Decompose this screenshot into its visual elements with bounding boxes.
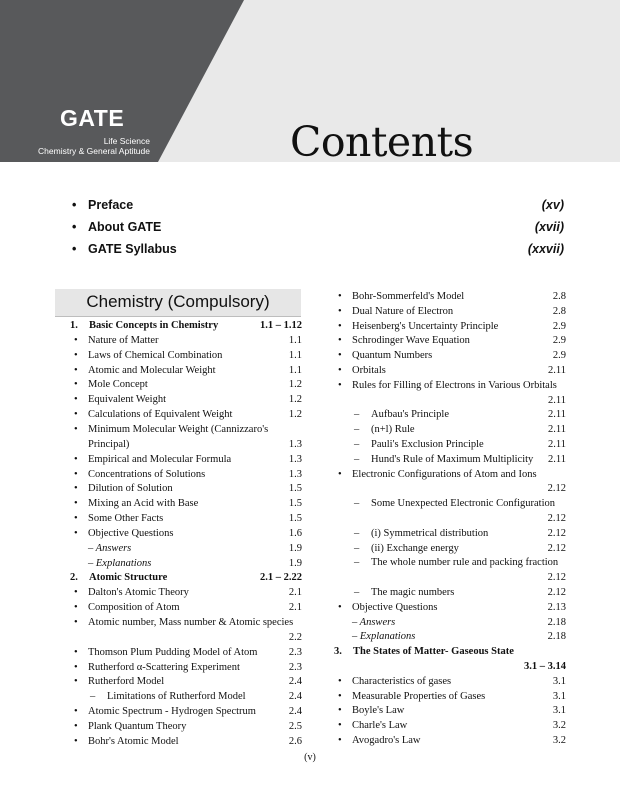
toc-entry[interactable] [70, 706, 302, 720]
toc-entry[interactable] [70, 543, 302, 557]
toc-entry[interactable] [70, 350, 302, 364]
toc-entry[interactable] [334, 350, 566, 364]
toc-entry-label: Mole Concept [88, 379, 148, 391]
toc-entry[interactable] [334, 691, 566, 705]
toc-entry-label: – Explanations [352, 631, 416, 643]
bullet-icon: • [74, 498, 78, 510]
bullet-icon: • [74, 334, 78, 346]
toc-entry-label: Calculations of Equivalent Weight [88, 409, 233, 421]
brand-subtitle-line1: Life Science [103, 136, 150, 146]
chapter-number: 2. [70, 572, 78, 584]
toc-entry-label: (ii) Exchange energy [371, 542, 459, 554]
bullet-icon: • [338, 305, 342, 317]
bullet-icon: • [74, 527, 78, 539]
toc-entry[interactable] [70, 587, 302, 601]
toc-entry[interactable] [334, 735, 566, 749]
toc-entry[interactable] [70, 736, 302, 750]
toc-entry-label: Empirical and Molecular Formula [88, 453, 232, 465]
chapter-title: Atomic Structure [89, 572, 168, 584]
toc-entry[interactable] [334, 513, 566, 527]
toc-entry[interactable] [334, 528, 566, 542]
toc-entry[interactable] [70, 365, 302, 379]
toc-page-number: 2.18 [547, 616, 566, 628]
toc-page-number: 1.9 [288, 557, 302, 569]
page-title: Contents [290, 118, 474, 166]
toc-entry-label: Thomson Plum Pudding Model of Atom [88, 646, 258, 658]
toc-entry[interactable] [70, 617, 302, 631]
bullet-icon: • [74, 364, 78, 376]
bullet-icon: • [338, 675, 342, 687]
toc-page-number: 2.12 [547, 572, 566, 584]
toc-entry[interactable] [334, 365, 566, 379]
toc-page-number: 2.9 [552, 320, 566, 332]
toc-entry-label: Avogadro's Law [352, 735, 421, 746]
toc-entry-label: The magic numbers [371, 587, 455, 598]
toc-page-number: 3.1 [552, 705, 566, 717]
toc-entry[interactable] [70, 439, 302, 453]
toc-entry-label: Rules for Filling of Electrons in Various Orbitals [352, 379, 557, 391]
toc-entry[interactable] [70, 691, 302, 705]
toc-entry-label: Equivalent Weight [88, 394, 166, 406]
toc-page-number: 2.12 [547, 542, 566, 554]
toc-entry[interactable] [334, 439, 566, 453]
toc-entry-label: Electronic Configurations of Atom and Ions [352, 468, 537, 480]
toc-entry-label: Charle's Law [352, 720, 408, 732]
toc-entry-label: The whole number rule and packing fraction [371, 557, 559, 569]
chapter-title: Basic Concepts in Chemistry [89, 320, 219, 331]
chapter-number: 1. [70, 320, 78, 331]
toc-page-number: 2.8 [552, 305, 566, 317]
toc-page-number: 2.4 [288, 706, 302, 718]
toc-entry-label: Mixing an Acid with Base [88, 498, 199, 510]
toc-entry[interactable] [334, 409, 566, 423]
toc-entry[interactable] [334, 631, 566, 645]
toc-page-number: 2.1 [288, 587, 302, 599]
toc-page-number: 1.3 [288, 468, 302, 480]
bullet-icon: • [74, 379, 78, 391]
dash-icon: – [90, 691, 96, 703]
toc-page-number: 3.2 [552, 720, 566, 732]
front-matter-page: (xxvii) [527, 242, 564, 256]
toc-page-number: 2.11 [548, 365, 566, 376]
toc-entry[interactable] [334, 587, 566, 601]
toc-entry[interactable] [70, 498, 302, 512]
toc-page-number: 2.12 [547, 527, 566, 539]
toc-entry[interactable] [70, 320, 302, 334]
bullet-icon: • [338, 365, 342, 376]
toc-entry[interactable] [334, 705, 566, 719]
toc-entry-label: Atomic Spectrum - Hydrogen Spectrum [88, 706, 256, 718]
toc-entry-label: Hund's Rule of Maximum Multiplicity [371, 453, 534, 465]
toc-entry[interactable] [70, 632, 302, 646]
toc-page-number: 2.11 [548, 409, 566, 421]
toc-page-number: 3.1 [552, 690, 566, 702]
bullet-icon: • [338, 291, 342, 302]
dash-icon: – [354, 542, 360, 554]
bullet-icon: • [72, 220, 77, 234]
toc-entry[interactable] [70, 572, 302, 586]
toc-page-number: 1.3 [288, 438, 302, 450]
toc-page-number: 2.5 [288, 720, 302, 732]
dash-icon: – [354, 439, 360, 450]
front-matter-page: (xv) [541, 198, 564, 212]
toc-entry[interactable] [334, 557, 566, 571]
toc-entry[interactable] [334, 321, 566, 335]
toc-entry-label: Composition of Atom [88, 602, 180, 614]
toc-entry-label: Aufbau's Principle [371, 409, 450, 421]
page-number: (v) [304, 752, 316, 763]
bullet-icon: • [74, 453, 78, 465]
bullet-icon: • [74, 587, 78, 599]
toc-page-number: 2.11 [548, 424, 566, 436]
toc-entry-label: Principal) [88, 438, 130, 450]
toc-entry-label: Dalton's Atomic Theory [88, 587, 189, 599]
toc-entry-label: Heisenberg's Uncertainty Principle [352, 320, 499, 332]
bullet-icon: • [74, 423, 78, 435]
toc-page-number: 1.1 [288, 364, 302, 376]
toc-page-number: 2.9 [552, 335, 566, 347]
gate-logo-text: GATE [60, 105, 125, 131]
toc-page-number: 1.5 [288, 513, 302, 525]
toc-page-number: 2.12 [547, 587, 566, 598]
chapter-number: 3. [334, 646, 342, 658]
front-matter-label: Preface [88, 198, 134, 212]
toc-entry-label: Some Unexpected Electronic Configuration [371, 498, 555, 510]
toc-entry-label: Rutherford α-Scattering Experiment [88, 661, 240, 673]
toc-page-number: 2.12 [547, 483, 566, 495]
bullet-icon: • [338, 320, 342, 332]
bullet-icon: • [338, 468, 342, 480]
bullet-icon: • [74, 617, 78, 628]
toc-page-number: 2.6 [288, 735, 302, 747]
bullet-icon: • [338, 335, 342, 347]
bullet-icon: • [74, 602, 78, 614]
bullet-icon: • [338, 379, 342, 391]
front-matter-label: GATE Syllabus [88, 242, 177, 256]
bullet-icon: • [338, 705, 342, 717]
front-matter-label: About GATE [88, 220, 162, 234]
bullet-icon: • [338, 350, 342, 362]
toc-entry-label: – Explanations [88, 557, 152, 569]
toc-page-number: 2.13 [547, 601, 566, 613]
toc-entry[interactable] [334, 617, 566, 631]
toc-page-number: 2.11 [548, 394, 566, 406]
toc-entry[interactable] [334, 424, 566, 438]
toc-page-number: 2.1 [288, 602, 302, 614]
toc-entry-label: Minimum Molecular Weight (Cannizzaro's [88, 423, 269, 435]
bullet-icon: • [74, 646, 78, 658]
dash-icon: – [354, 587, 360, 598]
toc-entry[interactable] [70, 469, 302, 483]
dash-icon: – [354, 409, 360, 421]
toc-page-number: 3.1 [552, 675, 566, 687]
dash-icon: – [354, 557, 360, 569]
toc-page-number: 3.2 [552, 735, 566, 746]
toc-page-number: 2.11 [548, 439, 566, 450]
toc-page-number: 1.3 [288, 453, 302, 465]
toc-page-number: 2.8 [552, 291, 566, 302]
toc-page-number: 2.12 [547, 513, 566, 524]
toc-page-number: 2.11 [548, 453, 566, 465]
dash-icon: – [354, 527, 360, 539]
brand-subtitle-line2: Chemistry & General Aptitude [38, 146, 150, 156]
toc-entry-label: (i) Symmetrical distribution [371, 527, 489, 539]
toc-entry-label: (n+l) Rule [371, 424, 415, 436]
bullet-icon: • [74, 394, 78, 406]
toc-page-number: 1.6 [288, 527, 302, 539]
toc-entry-label: Laws of Chemical Combination [88, 349, 223, 361]
toc-entry[interactable] [70, 528, 302, 542]
toc-entry-label: Concentrations of Solutions [88, 468, 206, 480]
toc-entry-label: Objective Questions [352, 601, 438, 613]
toc-entry[interactable] [70, 394, 302, 408]
toc-entry-label: Rutherford Model [88, 676, 165, 688]
toc-page-number: 2.9 [552, 350, 566, 362]
toc-entry[interactable] [334, 602, 566, 616]
bullet-icon: • [74, 706, 78, 718]
toc-page-number: 1.5 [288, 483, 302, 495]
toc-entry-label: Atomic and Molecular Weight [88, 364, 216, 376]
front-matter-page: (xvii) [534, 220, 564, 234]
toc-entry[interactable] [70, 662, 302, 676]
toc-entry[interactable] [334, 380, 566, 394]
toc-entry-label: Pauli's Exclusion Principle [371, 439, 484, 450]
toc-entry[interactable] [70, 602, 302, 616]
toc-entry-label: Boyle's Law [352, 705, 405, 717]
toc-entry[interactable] [70, 483, 302, 497]
toc-entry[interactable] [334, 291, 566, 305]
toc-entry-label: Bohr's Atomic Model [88, 735, 179, 747]
bullet-icon: • [74, 661, 78, 673]
toc-entry-label: Measurable Properties of Gases [352, 690, 486, 702]
toc-entry[interactable] [70, 454, 302, 468]
bullet-icon: • [74, 720, 78, 732]
toc-page-number: 2.18 [547, 631, 566, 643]
toc-page-number: 2.2 [288, 631, 302, 643]
bullet-icon: • [72, 242, 77, 256]
toc-entry[interactable] [334, 469, 566, 483]
toc-page-number: 2.3 [288, 661, 302, 673]
toc-entry[interactable] [334, 543, 566, 557]
toc-entry-label: – Answers [88, 542, 132, 554]
bullet-icon: • [338, 735, 342, 746]
toc-entry[interactable] [334, 335, 566, 349]
dash-icon: – [354, 424, 360, 436]
toc-entry-label: Atomic number, Mass number & Atomic species [88, 617, 294, 628]
toc-entry[interactable] [334, 306, 566, 320]
toc-entry[interactable] [334, 646, 566, 660]
toc-page-number: 1.1 [288, 334, 302, 346]
toc-entry-label: Nature of Matter [88, 334, 159, 346]
section-heading: Chemistry (Compulsory) [55, 289, 301, 317]
bullet-icon: • [338, 601, 342, 613]
toc-entry[interactable] [334, 720, 566, 734]
toc-entry-label: Schrodinger Wave Equation [352, 335, 470, 347]
toc-page-number: 2.3 [288, 646, 302, 658]
toc-entry-label: Dilution of Solution [88, 483, 173, 495]
toc-entry[interactable] [334, 572, 566, 586]
toc-entry[interactable] [70, 513, 302, 527]
toc-page-number: 2.4 [288, 676, 302, 688]
bullet-icon: • [72, 198, 77, 212]
toc-entry[interactable] [70, 676, 302, 690]
toc-entry-label: Limitations of Rutherford Model [107, 691, 246, 703]
bullet-icon: • [74, 468, 78, 480]
toc-entry[interactable] [70, 335, 302, 349]
toc-entry[interactable] [70, 647, 302, 661]
toc-entry-label: Dual Nature of Electron [352, 305, 454, 317]
bullet-icon: • [74, 483, 78, 495]
toc-entry[interactable] [70, 424, 302, 438]
toc-page-number: 3.1 – 3.14 [524, 661, 566, 672]
toc-entry-label: Characteristics of gases [352, 675, 452, 687]
toc-page-number: 1.2 [288, 394, 302, 406]
dash-icon: – [354, 453, 360, 465]
toc-entry[interactable] [334, 661, 566, 675]
bullet-icon: • [74, 676, 78, 688]
toc-page-number: 1.1 [288, 349, 302, 361]
toc-entry-label: Some Other Facts [88, 513, 164, 525]
toc-page-number: 2.1 – 2.22 [260, 572, 302, 584]
toc-entry[interactable] [334, 454, 566, 468]
toc-page-number: 1.1 – 1.12 [260, 320, 302, 331]
dash-icon: – [354, 498, 360, 510]
bullet-icon: • [74, 409, 78, 421]
toc-entry[interactable] [70, 379, 302, 393]
toc-entry-label: Objective Questions [88, 527, 174, 539]
toc-entry[interactable] [70, 721, 302, 735]
toc-entry-label: Bohr-Sommerfeld's Model [352, 291, 465, 302]
toc-page-number: 1.2 [288, 379, 302, 391]
toc-entry-label: Orbitals [352, 365, 386, 376]
bullet-icon: • [74, 513, 78, 525]
toc-entry[interactable] [334, 483, 566, 497]
toc-entry[interactable] [334, 498, 566, 512]
toc-entry[interactable] [334, 395, 566, 409]
toc-page-number: 1.2 [288, 409, 302, 421]
toc-entry[interactable] [70, 558, 302, 572]
bullet-icon: • [338, 690, 342, 702]
toc-page-number: 1.5 [288, 498, 302, 510]
chapter-title: The States of Matter- Gaseous State [353, 646, 514, 658]
toc-page-number: 1.9 [288, 542, 302, 554]
toc-entry-label: Quantum Numbers [352, 350, 433, 362]
toc-entry[interactable] [334, 676, 566, 690]
bullet-icon: • [74, 735, 78, 747]
toc-entry-label: Plank Quantum Theory [88, 720, 187, 732]
toc-entry[interactable] [70, 409, 302, 423]
bullet-icon: • [74, 349, 78, 361]
bullet-icon: • [338, 720, 342, 732]
toc-entry-label: – Answers [352, 616, 396, 628]
toc-page-number: 2.4 [288, 691, 302, 703]
